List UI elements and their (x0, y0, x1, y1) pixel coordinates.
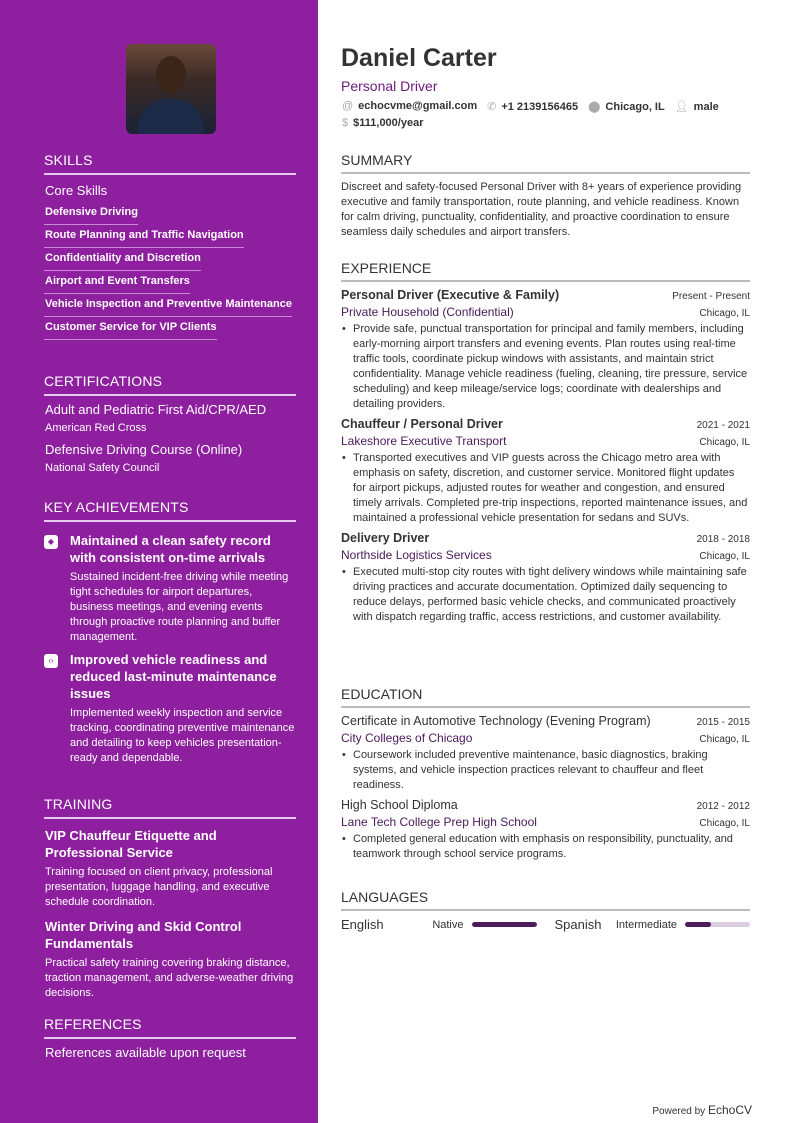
education-dates: 2015 - 2015 (696, 717, 750, 728)
job-dates: 2018 - 2018 (696, 534, 750, 545)
skill-item: Route Planning and Traffic Navigation (44, 225, 244, 248)
language-level: Intermediate (615, 918, 677, 931)
summary-heading: SUMMARY (341, 152, 750, 174)
language-level-bar (472, 922, 537, 927)
skill-item: Airport and Event Transfers (44, 271, 190, 294)
job-subheader (341, 548, 750, 562)
certification-name: Defensive Driving Course (Online) (45, 442, 243, 457)
language-item (555, 917, 751, 932)
certifications-heading: CERTIFICATIONS (44, 373, 296, 396)
skills-heading: SKILLS (44, 152, 296, 175)
contact-row (342, 100, 719, 113)
profile-photo (126, 44, 216, 134)
education-header (341, 798, 750, 812)
email[interactable]: echocvme@gmail.com (358, 100, 478, 112)
language-name: Spanish (554, 917, 602, 932)
job-description: • Executed multi-stop city routes with tight delivery windows while maintaining safe driving practices and accurate documentation. Optimized daily sequencing to reduce delays, performed basic vehicle checks, and communicated proactively with dispatch regarding traffic, access restrictions, and customer availability. (341, 565, 750, 625)
education-item (341, 798, 750, 862)
education-heading: EDUCATION (341, 686, 750, 708)
education-section (341, 686, 750, 867)
school-name: Lane Tech College Prep High School (341, 815, 537, 829)
achievement-item (44, 651, 296, 766)
salary-row (342, 117, 423, 129)
education-header (341, 714, 750, 728)
skill-item: Confidentiality and Discretion (44, 248, 201, 271)
language-level-fill (685, 922, 711, 927)
person-icon: 👤︎ (674, 101, 689, 113)
references-heading: REFERENCES (44, 1016, 296, 1039)
education-item (341, 714, 750, 793)
at-icon: @ (342, 100, 354, 112)
job-header (341, 288, 750, 302)
achievements-section (44, 499, 296, 772)
achievement-body (70, 532, 296, 645)
languages-section (341, 889, 750, 932)
job-dates: Present - Present (672, 291, 750, 302)
achievements-heading: KEY ACHIEVEMENTS (44, 499, 296, 522)
certifications-section (44, 373, 296, 480)
training-title: Winter Driving and Skid Control Fundamentals (45, 919, 242, 951)
degree: High School Diploma (341, 798, 458, 812)
experience-heading: EXPERIENCE (341, 260, 750, 282)
certification-name: Adult and Pediatric First Aid/CPR/AED (45, 402, 267, 417)
experience-item (341, 531, 750, 625)
brand-logo[interactable]: EchoCV (707, 1103, 752, 1117)
degree: Certificate in Automotive Technology (Evening Program) (341, 714, 651, 728)
achievement-body (70, 651, 296, 766)
job-title: Personal Driver (Executive & Family) (341, 288, 560, 302)
skills-subheading: Core Skills (45, 183, 108, 198)
experience-section (341, 260, 750, 630)
company-name: Private Household (Confidential) (341, 305, 514, 319)
certification-issuer: American Red Cross (45, 422, 147, 434)
job-description: • Provide safe, punctual transportation for principal and family members, including early-morning airport transfers and evening events. Plan routes using real-time traffic tools, coordinate pickup windows with assistants, and maintain strict confidentiality. Manage vehicle readiness (fueling, cleaning, tire pressure, service scheduling) and keep mileage/service logs; coordinate with dealerships and detailing providers. (341, 322, 750, 412)
language-level-fill (472, 922, 537, 927)
training-desc: Training focused on client privacy, professional presentation, luggage handling, and executive schedule coordination. (45, 866, 273, 908)
money-icon: $ (342, 117, 349, 129)
powered-by: Powered by (652, 1106, 706, 1117)
achievement-title: Maintained a clean safety record with consistent on-time arrivals (70, 533, 271, 565)
skill-item: Vehicle Inspection and Preventive Maintenance (44, 294, 292, 317)
references-section (44, 1016, 296, 1064)
skills-section (44, 152, 296, 340)
language-name: English (341, 917, 384, 932)
certification-issuer: National Safety Council (45, 462, 160, 474)
achievement-desc: Sustained incident-free driving while meeting tight schedules for airport departures, business meetings, and evening events through proactive route planning and buffer management. (70, 571, 289, 643)
experience-item (341, 288, 750, 412)
job-dates: 2021 - 2021 (696, 420, 750, 431)
job-title: Delivery Driver (341, 531, 430, 545)
language-level-bar (685, 922, 750, 927)
job-title: Personal Driver (341, 78, 438, 94)
job-title: Chauffeur / Personal Driver (341, 417, 503, 431)
education-description: • Coursework included preventive maintenance, basic diagnostics, braking systems, and vehicle inspection practices relevant to chauffeur and fleet readiness. (341, 748, 750, 793)
school-name: City Colleges of Chicago (341, 731, 473, 745)
company-name: Northside Logistics Services (341, 548, 492, 562)
cube-icon: ◆ (44, 535, 58, 549)
job-location: Chicago, IL (699, 308, 750, 319)
education-location: Chicago, IL (699, 734, 750, 745)
achievement-title: Improved vehicle readiness and reduced last-minute maintenance issues (70, 652, 277, 701)
language-level: Native (432, 918, 464, 931)
skill-item: Customer Service for VIP Clients (44, 317, 217, 340)
job-header (341, 417, 750, 431)
achievement-desc: Implemented weekly inspection and service tracking, coordinating preventive maintenance and detailing to keep vehicles presentation-ready and dependable. (70, 707, 295, 764)
education-location: Chicago, IL (699, 818, 750, 829)
education-subheader (341, 731, 750, 745)
achievement-item (44, 532, 296, 645)
candidate-name: Daniel Carter (341, 44, 497, 72)
training-heading: TRAINING (44, 796, 296, 819)
footer (652, 1103, 752, 1117)
gender: male (693, 101, 719, 113)
job-header (341, 531, 750, 545)
job-description: • Transported executives and VIP guests across the Chicago metro area with emphasis on safety, discretion, and customer service. Monitored flight updates for airport pickups, adjusted routes for weather and congestion, and ensured timely arrivals. Completed pre-trip inspections, reported maintenance issues, and maintained a professional vehicle presentation for sedans and SUVs. (341, 451, 750, 526)
summary-section (341, 152, 750, 240)
language-item (341, 917, 537, 932)
education-description: • Completed general education with emphasis on responsibility, punctuality, and teamwork through school service programs. (341, 832, 750, 862)
salary: $111,000/year (353, 117, 424, 129)
experience-item (341, 417, 750, 526)
references-text: References available upon request (45, 1045, 246, 1060)
sidebar (0, 0, 318, 1123)
phone[interactable]: +1 2139156465 (501, 101, 579, 113)
company-name: Lakeshore Executive Transport (341, 434, 507, 448)
education-subheader (341, 815, 750, 829)
code-icon: ‹› (44, 654, 58, 668)
location: Chicago, IL (605, 101, 665, 113)
skill-item: Defensive Driving (44, 202, 138, 225)
training-title: VIP Chauffeur Etiquette and Professional Service (45, 828, 217, 860)
education-dates: 2012 - 2012 (696, 801, 750, 812)
training-section (44, 796, 296, 1005)
job-location: Chicago, IL (699, 551, 750, 562)
summary-text: Discreet and safety-focused Personal Driver with 8+ years of experience providing executive and family transportation, route planning, and vehicle readiness. Known for calm driving, punctuality, confidentiality, and proactive coordination to ensure seamless daily schedules and airport transfers. (341, 181, 742, 238)
training-desc: Practical safety training covering braking distance, traction management, and adverse-weather driving decisions. (45, 957, 294, 999)
job-location: Chicago, IL (699, 437, 750, 448)
job-subheader (341, 434, 750, 448)
location-icon: ⬤ (588, 101, 601, 113)
job-subheader (341, 305, 750, 319)
phone-icon: ✆ (487, 101, 497, 113)
languages-heading: LANGUAGES (341, 889, 750, 911)
